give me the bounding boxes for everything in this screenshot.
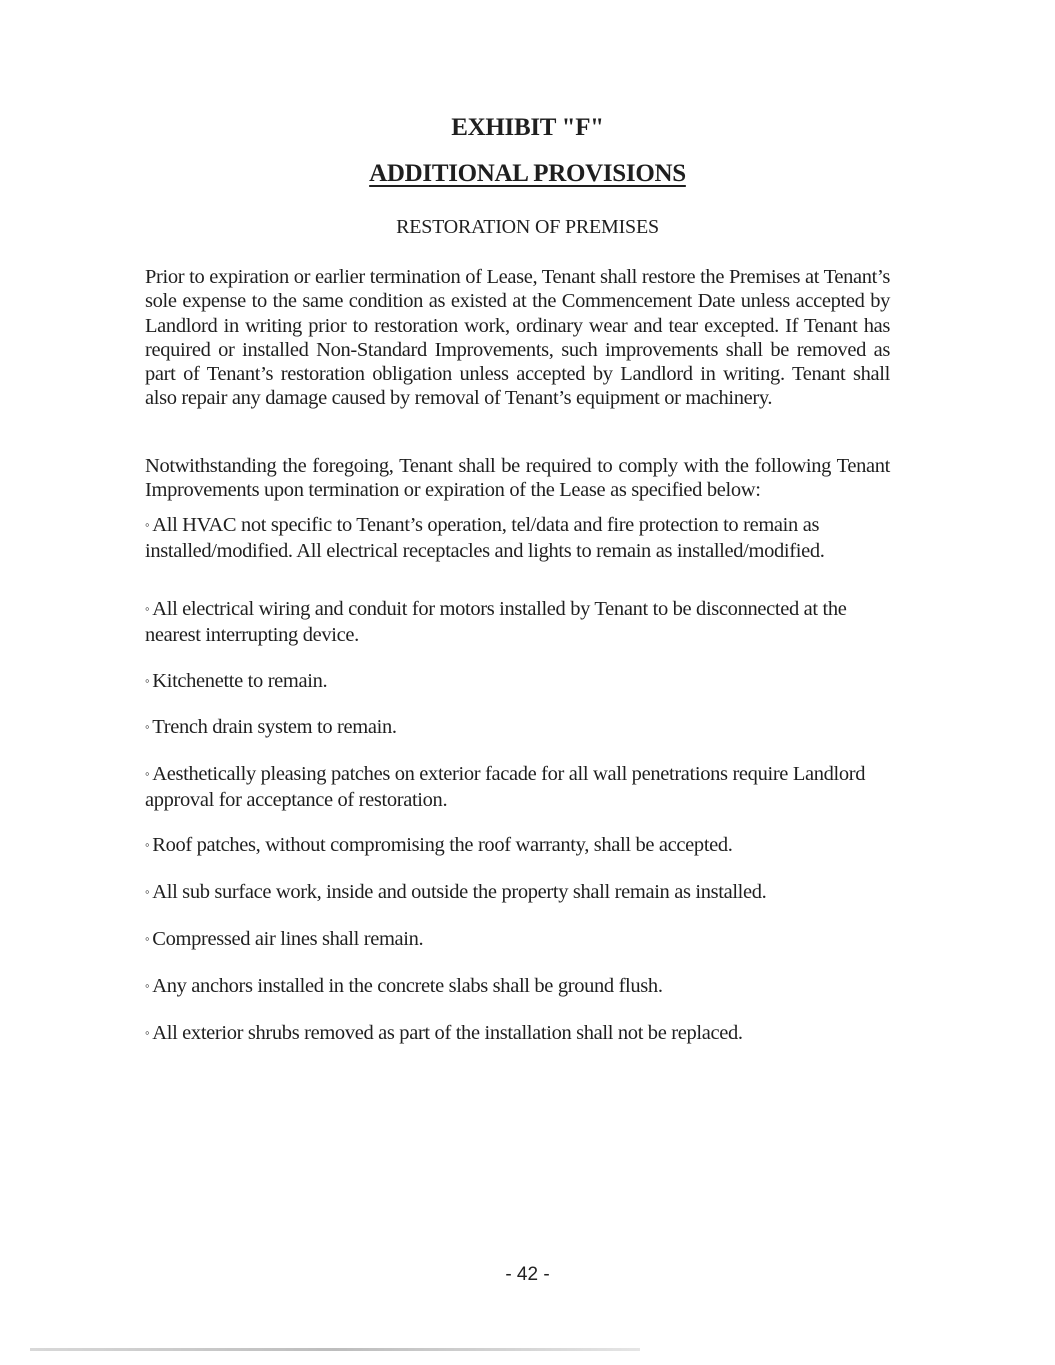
list-item-text: All HVAC not specific to Tenant’s operation, tel/data and fire protection to remain as installed/modified. All electrical receptacles and lights to remain as installed/modified.	[145, 514, 825, 563]
restoration-paragraph: Prior to expiration or earlier termination of Lease, Tenant shall restore the Premises at Tenant’s sole expense to the same condition as existed at the Commencement Date unless accepted by Landlord in writing prior to restoration work, ordinary wear and tear excepted. If Tenant has required or installed Non-Standard Improvements, such improvements shall be removed as part of Tenant’s restoration obligation unless accepted by Landlord in writing. Tenant shall also repair any damage caused by removal of Tenant’s equipment or machinery.	[145, 266, 890, 410]
bullet-icon: ◦	[145, 601, 150, 616]
list-item-text: All exterior shrubs removed as part of the installation shall not be replaced.	[152, 1022, 743, 1044]
bullet-icon: ◦	[145, 673, 150, 688]
list-item	[145, 974, 890, 1000]
bullet-icon: ◦	[145, 837, 150, 852]
exhibit-title: EXHIBIT "F"	[451, 114, 604, 141]
list-item	[145, 715, 890, 741]
bullet-icon: ◦	[145, 931, 150, 946]
list-item	[145, 927, 890, 953]
bullet-icon: ◦	[145, 1025, 150, 1040]
scan-edge-line	[30, 1348, 640, 1351]
list-item-text: All electrical wiring and conduit for motors installed by Tenant to be disconnected at the nearest interrupting device.	[145, 598, 847, 647]
list-item	[145, 513, 890, 564]
list-item-text: Kitchenette to remain.	[152, 670, 328, 692]
notwithstanding-paragraph: Notwithstanding the foregoing, Tenant shall be required to comply with the following Tenant Improvements upon termination or expiration of the Lease as specified below:	[145, 455, 890, 502]
bullet-icon: ◦	[145, 517, 150, 532]
bullet-icon: ◦	[145, 719, 150, 734]
section-title	[0, 160, 1055, 188]
list-item-text: All sub surface work, inside and outside the property shall remain as installed.	[152, 881, 767, 903]
list-item	[145, 762, 890, 813]
list-item	[145, 833, 890, 859]
list-item-text: Roof patches, without compromising the roof warranty, shall be accepted.	[152, 834, 733, 856]
subsection-title: RESTORATION OF PREMISES	[396, 216, 659, 238]
list-item	[145, 669, 890, 695]
list-item-text: Compressed air lines shall remain.	[152, 928, 424, 950]
bullet-icon: ◦	[145, 766, 150, 781]
list-item-text: Any anchors installed in the concrete slabs shall be ground flush.	[152, 975, 663, 997]
list-item-text: Aesthetically pleasing patches on exterior facade for all wall penetrations require Landlord approval for acceptance of restoration.	[145, 763, 866, 812]
page-number: - 42 -	[505, 1264, 550, 1285]
list-item	[145, 597, 890, 648]
bullet-icon: ◦	[145, 978, 150, 993]
bullet-icon: ◦	[145, 884, 150, 899]
list-item-text: Trench drain system to remain.	[152, 716, 397, 738]
list-item	[145, 880, 890, 906]
list-item	[145, 1021, 890, 1047]
section-title-text: ADDITIONAL PROVISIONS	[369, 160, 686, 187]
